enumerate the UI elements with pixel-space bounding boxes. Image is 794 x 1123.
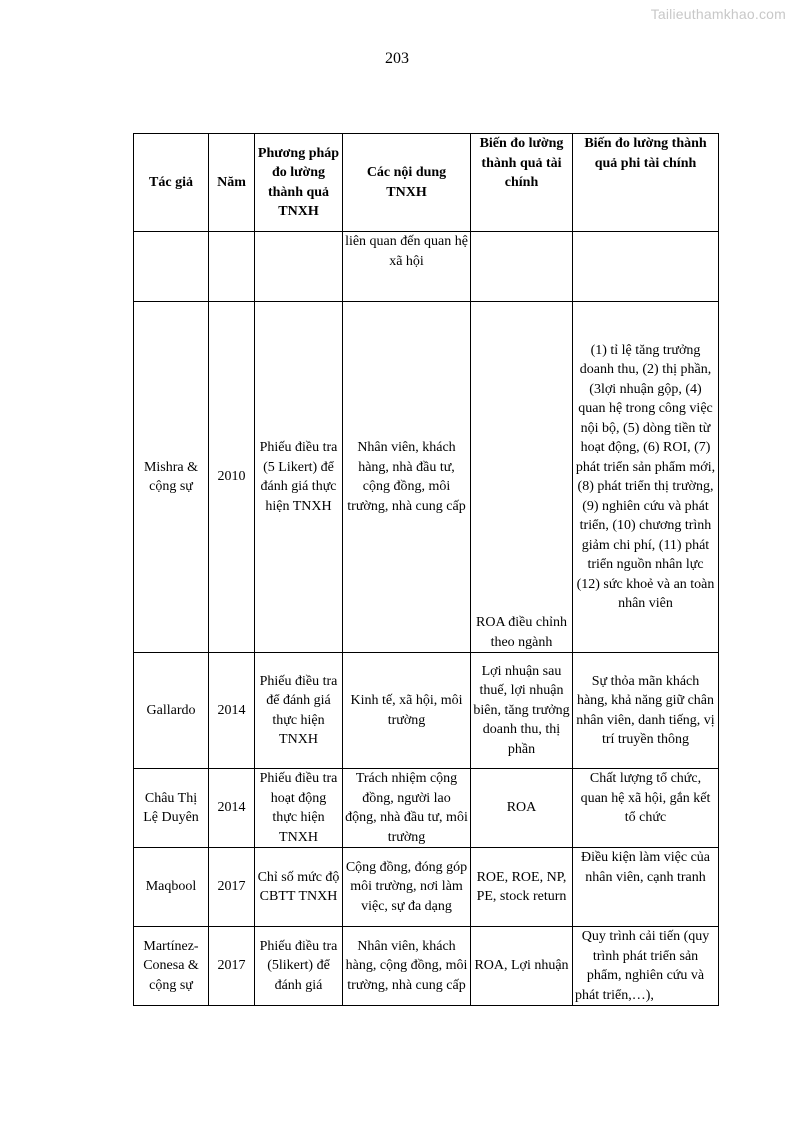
table-row	[134, 653, 719, 769]
cell-financial: Lợi nhuận sau thuế, lợi nhuận biên, tăng trưởng doanh thu, thị phần	[471, 653, 573, 769]
table-header-row	[134, 134, 719, 232]
table-row	[134, 232, 719, 302]
cell-year: 2014	[209, 653, 255, 769]
cell-author: Martínez-Conesa & cộng sự	[134, 927, 209, 1006]
literature-table	[133, 133, 719, 1006]
cell-nonfinancial: Sự thỏa mãn khách hàng, khả năng giữ chân nhân viên, danh tiếng, vị trí truyền thông	[573, 653, 719, 769]
cell-author	[134, 232, 209, 302]
header-content: Các nội dung TNXH	[343, 134, 471, 232]
header-author: Tác giả	[134, 134, 209, 232]
cell-year: 2010	[209, 302, 255, 653]
cell-content: Trách nhiệm cộng đồng, người lao động, nhà đầu tư, môi trường	[343, 769, 471, 848]
cell-method	[255, 232, 343, 302]
cell-content: Kinh tế, xã hội, môi trường	[343, 653, 471, 769]
cell-nonfinancial: Điều kiện làm việc của nhân viên, cạnh tranh	[573, 848, 719, 927]
cell-nonfinancial: Chất lượng tổ chức, quan hệ xã hội, gắn kết tổ chức	[573, 769, 719, 848]
cell-author: Maqbool	[134, 848, 209, 927]
cell-year	[209, 232, 255, 302]
cell-year: 2014	[209, 769, 255, 848]
cell-nonfinancial: (1) tỉ lệ tăng trưởng doanh thu, (2) thị phần, (3lợi nhuận gộp, (4) quan hệ trong công việc nội bộ, (5) dòng tiền từ hoạt động, (6) ROI, (7) phát triển sản phẩm mới, (8) phát triển thị trường, (9) nghiên cứu và phát triển, (10) chương trình giảm chi phí, (11) phát triển nguồn nhân lực (12) sức khoẻ và an toàn nhân viên	[573, 302, 719, 653]
header-nonfinancial: Biến đo lường thành quả phi tài chính	[573, 134, 719, 232]
cell-year: 2017	[209, 848, 255, 927]
cell-method: Phiếu điều tra hoạt động thực hiện TNXH	[255, 769, 343, 848]
header-financial: Biến đo lường thành quả tài chính	[471, 134, 573, 232]
table-row	[134, 927, 719, 1006]
cell-financial: ROA, Lợi nhuận	[471, 927, 573, 1006]
table-row	[134, 769, 719, 848]
cell-content: Nhân viên, khách hàng, nhà đầu tư, cộng đồng, môi trường, nhà cung cấp	[343, 302, 471, 653]
cell-author: Mishra & cộng sự	[134, 302, 209, 653]
cell-financial: ROA	[471, 769, 573, 848]
cell-method: Phiếu điều tra để đánh giá thực hiện TNXH	[255, 653, 343, 769]
table-row	[134, 848, 719, 927]
cell-nonfinancial	[573, 232, 719, 302]
cell-financial	[471, 232, 573, 302]
cell-content: liên quan đến quan hệ xã hội	[343, 232, 471, 302]
cell-content: Nhân viên, khách hàng, cộng đồng, môi trường, nhà cung cấp	[343, 927, 471, 1006]
cell-method: Phiếu điều tra (5 Likert) để đánh giá thực hiện TNXH	[255, 302, 343, 653]
cell-method: Phiếu điều tra (5likert) để đánh giá	[255, 927, 343, 1006]
watermark: Tailieuthamkhao.com	[650, 6, 786, 22]
cell-method: Chỉ số mức độ CBTT TNXH	[255, 848, 343, 927]
cell-year: 2017	[209, 927, 255, 1006]
header-method: Phương pháp đo lường thành quả TNXH	[255, 134, 343, 232]
cell-financial: ROE, ROE, NP, PE, stock return	[471, 848, 573, 927]
cell-author: Châu Thị Lệ Duyên	[134, 769, 209, 848]
page-number: 203	[385, 50, 409, 67]
cell-financial: ROA điều chỉnh theo ngành	[471, 302, 573, 653]
header-year: Năm	[209, 134, 255, 232]
table-row	[134, 302, 719, 653]
cell-nonfinancial: Quy trình cải tiến (quy trình phát triển sản phẩm, nghiên cứu và phát triển,…),	[573, 927, 719, 1006]
cell-content: Cộng đồng, đóng góp môi trường, nơi làm việc, sự đa dạng	[343, 848, 471, 927]
cell-author: Gallardo	[134, 653, 209, 769]
